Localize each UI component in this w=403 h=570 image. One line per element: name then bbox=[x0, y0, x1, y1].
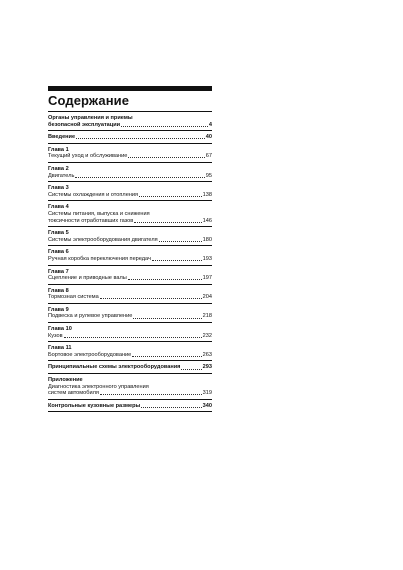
entry-title: Принципиальные схемы электрооборудования bbox=[48, 364, 181, 371]
page-number: 340 bbox=[202, 402, 212, 409]
entry-line bbox=[48, 403, 212, 410]
entry-line bbox=[48, 122, 212, 129]
page-number: 197 bbox=[202, 275, 212, 282]
entry-line bbox=[48, 294, 212, 301]
page-number: 95 bbox=[205, 172, 212, 179]
title-bar bbox=[48, 86, 212, 91]
entry-line bbox=[48, 275, 212, 282]
chapter-label: Глава 9 bbox=[48, 306, 69, 313]
toc-entry bbox=[48, 323, 212, 341]
chapter-label: Глава 7 bbox=[48, 268, 69, 275]
entry-title: Сцепление и приводные валы bbox=[48, 275, 127, 282]
entry-title: безопасной эксплуатации bbox=[48, 121, 121, 128]
entry-title: токсичности отработавших газов bbox=[48, 217, 134, 224]
dot-leader bbox=[181, 369, 201, 370]
toc-entry bbox=[48, 266, 212, 284]
entry-line bbox=[48, 192, 212, 199]
page-number: 40 bbox=[205, 134, 212, 141]
dot-leader bbox=[100, 394, 202, 395]
entry-title: Бортовое электрооборудование bbox=[48, 351, 132, 358]
dot-leader bbox=[128, 157, 204, 158]
page-number: 263 bbox=[202, 351, 212, 358]
page-number: 293 bbox=[202, 364, 212, 371]
toc-entries bbox=[48, 112, 212, 412]
entry-divider bbox=[48, 411, 212, 412]
entry-line bbox=[48, 173, 212, 180]
entry-title: систем автомобиля bbox=[48, 390, 99, 397]
page-number: 67 bbox=[205, 153, 212, 160]
chapter-label: Глава 2 bbox=[48, 165, 69, 172]
dot-leader bbox=[134, 222, 201, 223]
entry-line bbox=[48, 218, 212, 225]
toc-entry bbox=[48, 304, 212, 322]
table-of-contents bbox=[48, 86, 212, 412]
dot-leader bbox=[152, 260, 202, 261]
dot-leader bbox=[132, 356, 201, 357]
dot-leader bbox=[141, 407, 201, 408]
toc-entry bbox=[48, 246, 212, 264]
entry-line bbox=[48, 153, 212, 160]
toc-entry bbox=[48, 361, 212, 373]
page-title: Содержание bbox=[48, 93, 130, 108]
chapter-label: Глава 4 bbox=[48, 204, 69, 211]
chapter-label: Приложение bbox=[48, 377, 83, 384]
page-number: 180 bbox=[202, 236, 212, 243]
toc-entry bbox=[48, 227, 212, 245]
entry-title-line: Системы питания, выпуска и снижения bbox=[48, 210, 150, 217]
dot-leader bbox=[76, 138, 205, 139]
entry-title: Контрольные кузовные размеры bbox=[48, 402, 141, 409]
entry-title-line: Органы управления и приемы bbox=[48, 115, 133, 121]
chapter-label: Глава 1 bbox=[48, 146, 69, 153]
page-number: 138 bbox=[202, 191, 212, 198]
toc-entry bbox=[48, 144, 212, 162]
entry-title: Двигатель bbox=[48, 172, 75, 179]
entry-line bbox=[48, 313, 212, 320]
toc-entry bbox=[48, 285, 212, 303]
toc-entry bbox=[48, 182, 212, 200]
entry-line bbox=[48, 333, 212, 340]
dot-leader bbox=[64, 337, 202, 338]
toc-entry bbox=[48, 201, 212, 226]
entry-title: Системы электрооборудования двигателя bbox=[48, 236, 158, 243]
entry-line bbox=[48, 237, 212, 244]
entry-line bbox=[48, 352, 212, 359]
toc-entry bbox=[48, 131, 212, 143]
dot-leader bbox=[139, 196, 202, 197]
entry-line bbox=[48, 364, 212, 371]
dot-leader bbox=[128, 279, 202, 280]
chapter-label: Глава 6 bbox=[48, 249, 69, 256]
page-number: 204 bbox=[202, 294, 212, 301]
entry-title: Ручная коробка переключения передач bbox=[48, 255, 151, 262]
toc-entry bbox=[48, 400, 212, 412]
entry-title: Системы охлаждения и отопления bbox=[48, 191, 139, 198]
page-number: 146 bbox=[202, 217, 212, 224]
entry-title: Кузов bbox=[48, 332, 63, 339]
entry-title: Подвеска и рулевое управление bbox=[48, 313, 133, 320]
chapter-label: Глава 11 bbox=[48, 345, 72, 352]
dot-leader bbox=[100, 298, 202, 299]
entry-title: Текущий уход и обслуживание bbox=[48, 153, 128, 160]
page-number: 319 bbox=[202, 390, 212, 397]
chapter-label: Глава 3 bbox=[48, 185, 69, 192]
dot-leader bbox=[75, 177, 204, 178]
chapter-label: Глава 10 bbox=[48, 326, 72, 333]
chapter-label: Глава 5 bbox=[48, 230, 69, 237]
toc-entry bbox=[48, 342, 212, 360]
entry-title: Тормозная система bbox=[48, 294, 99, 301]
page-number: 4 bbox=[208, 121, 212, 128]
dot-leader bbox=[159, 241, 202, 242]
entry-line bbox=[48, 256, 212, 263]
entry-line bbox=[48, 390, 212, 397]
toc-entry bbox=[48, 374, 212, 399]
toc-entry bbox=[48, 112, 212, 130]
page-number: 232 bbox=[202, 332, 212, 339]
dot-leader bbox=[133, 318, 201, 319]
entry-title: Введение bbox=[48, 134, 76, 141]
page-number: 193 bbox=[202, 255, 212, 262]
toc-entry bbox=[48, 163, 212, 181]
entry-line bbox=[48, 134, 212, 141]
dot-leader bbox=[121, 126, 208, 127]
page-number: 218 bbox=[202, 313, 212, 320]
entry-title-line: Диагностика электронного управления bbox=[48, 383, 149, 390]
chapter-label: Глава 8 bbox=[48, 287, 69, 294]
